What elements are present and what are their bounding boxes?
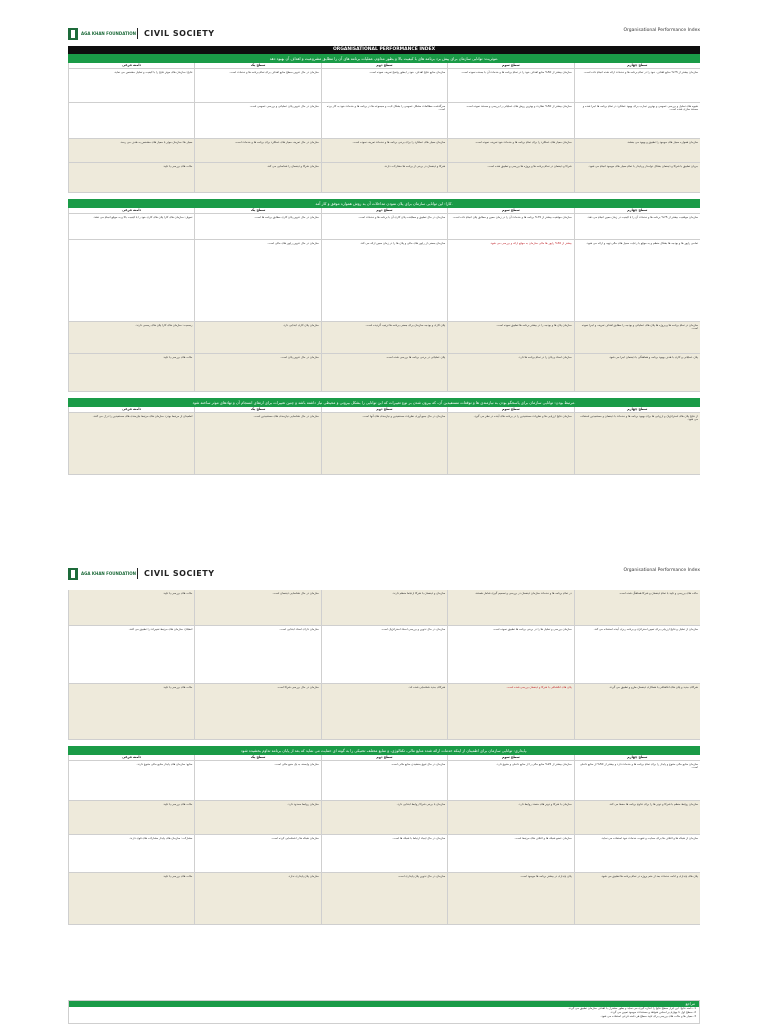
table-cell: شرکای جدید و پلان های انکشافی با همکاری ذینفعان طرح و تطبیق می گردد.	[574, 684, 700, 739]
akf-logo-icon	[68, 28, 78, 40]
table-cell: سازمان در حال تدوین سطح منابع اهداف برای تمام برنامه ها و خدمات است.	[194, 69, 320, 102]
col-level-2: سطح دوم	[321, 208, 447, 213]
table-cell: سرگذشت مطالعات مشکل عمومی را بشکل ثابت و مجموعه ها در برنامه ها و خدمات خود به کار برده است.	[321, 103, 447, 138]
table-cell: سازمان در حال ایجاد ارتباط با شبکه ها است.	[321, 835, 447, 872]
table-cell: پلان عملیاتی و کاری با هدف بهبود برنامه و هماهنگی با ذینفعان اجرا می شود.	[574, 354, 700, 391]
section-sustainability: پایداری: توانایی سازمان برای اطمینان از اینکه خدمات ارائه شده منابع مالی، تکنالوژی، و منابع مختلف تخنیکی را به گونه ای حمایت می نماید که بعد از پایان برنامه تداوم بخشیده شود.	[68, 746, 700, 755]
table-row	[68, 69, 700, 103]
col-subdomain: دامنه فرعی	[68, 63, 194, 68]
table-cell: منابع: سازمان های پایدار منابع مالی متنوع دارند.	[68, 761, 194, 800]
col-subdomain: دامنه فرعی	[68, 755, 194, 760]
table-cell: جریان تطبیق با شرکا و ذینفعان بشکل دوامدار و پایدار با تمام معیار های موجود انجام می شود.	[574, 163, 700, 192]
opi-table-continued	[68, 590, 700, 925]
table-cell: سازمان اسناد و پلان را در تمام برنامه ها دارد.	[447, 354, 573, 391]
table-cell: شرکا و ذینفعان در تمام برنامه ها و پروژه ها بررسی و تطبیق شده است.	[447, 163, 573, 192]
table-cell: مشارکت: سازمان های پایدار مشارکت های قوی دارند.	[68, 835, 194, 872]
table-cell: معیار ها: سازمان موثر با معیار های مشخص به هدف می رسد.	[68, 139, 194, 162]
col-level-4: سطح چهارم	[574, 755, 700, 760]
table-cell: سازمان منابع مالی متنوع و پایدار را برای تمام برنامه ها و خدمات دارد و بیشتر از 50% از منابع داخلی است.	[574, 761, 700, 800]
table-row	[68, 103, 700, 139]
document-title: Organisational Performance Index	[623, 28, 700, 33]
foundation-name: AGA KHAN FOUNDATION	[81, 571, 136, 576]
col-subdomain: دامنه فرعی	[68, 407, 194, 412]
table-cell: سازمان بیشتر از 50% منابع اهداف خود را در تمام برنامه ها و خدمات آن با بسنده نموده است.	[447, 69, 573, 102]
table-cell: سازمان موفقیت بیشتر از 75% برنامه ها و خدمات آن را با کیفیت در زمان معین انجام می دهد.	[574, 214, 700, 239]
table-cell: سازمان و ذینفعان با شرکا ارتباط منظم دارند.	[321, 590, 447, 625]
table-cell: نتایج: سازمان های موثر نتایج را با کیفیت و تحلیل مشخص می نماید.	[68, 69, 194, 102]
civil-society-label: CIVIL SOCIETY	[144, 29, 215, 38]
col-level-4: سطح چهارم	[574, 407, 700, 412]
table-row	[68, 322, 700, 354]
table-row	[68, 413, 700, 475]
table-cell: سازمان در حال تطبیق و مطابقت پلان کاری آن با برنامه ها و خدمات است.	[321, 214, 447, 239]
table-cell: سازمان پلان کاری ابتدایی دارد.	[194, 322, 320, 353]
col-level-2: سطح دوم	[321, 63, 447, 68]
table-row	[68, 214, 700, 240]
table-cell: حالت های بررسی یا تایید	[68, 590, 194, 625]
table-cell: سازمان معیار های عملکرد را برای تمام برنامه ها و خدمات خود تعریف نموده است.	[447, 139, 573, 162]
table-cell: حالت های بررسی یا تایید	[68, 801, 194, 834]
table-cell: حالت های بررسی و تایید با تمام ذینفعان و شرکا هماهنگ شده است.	[574, 590, 700, 625]
table-row	[68, 873, 700, 925]
table-cell: سازمان وابسته به یک منبع مالی است.	[194, 761, 320, 800]
table-cell: حالت های بررسی یا تایید	[68, 354, 194, 391]
table-cell: سازمان در حال تنوع بخشیدن منابع مالی است.	[321, 761, 447, 800]
foundation-name: AGA KHAN FOUNDATION	[81, 31, 136, 36]
col-level-1: سطح یک	[194, 63, 320, 68]
table-cell: سازمان بعضی از راپور های مالی و پلان ها را در زمان معین ارائه می کند.	[321, 240, 447, 321]
table-row	[68, 626, 700, 684]
table-row	[68, 761, 700, 801]
table-cell: سازمان از شبکه ها و ائتلاف ها برای حمایت و تقویت خدمات خود استفاده می نماید.	[574, 835, 700, 872]
akf-logo-icon	[68, 568, 78, 580]
table-cell: سازمان در حال شناسایی نیازمندی های مستفیدین است.	[194, 413, 320, 474]
table-row	[68, 801, 700, 835]
highlighted-text: بیشتر از 50% راپور ها مالی سازمان به موقع ارائه و بررسی می شود.	[489, 240, 572, 245]
table-cell: سازمان همواره معیار های موجود را تطبیق و بهبود می بخشد.	[574, 139, 700, 162]
table-cell: شیوه های تحلیل و بررسی عمومی و بهترین تجارب برای بهبود عملکرد در تمام برنامه ها اجرا شده و مستند سازی شده است.	[574, 103, 700, 138]
table-cell: سازمان در حال تدوین پلان عملیاتی و بررسی عمومی است.	[194, 103, 320, 138]
table-cell: تحویل: سازمان های کارا پلان های کاری خود را با کیفیت بالا و به موقع انجام می دهند.	[68, 214, 194, 239]
table-cell: حالت های بررسی یا تایید	[68, 163, 194, 192]
table-cell: شرکای جدید شناسایی شده اند.	[321, 684, 447, 739]
table-cell: سازمان در حال شناسایی ذینفعان است.	[194, 590, 320, 625]
references-title: مراجع	[69, 1001, 699, 1007]
table-cell: سازمان بررسی و تحلیل ها را در برخی برنامه ها تطبیق نموده است.	[447, 626, 573, 683]
table-cell	[447, 684, 573, 739]
table-cell: سازمان در حال جمع آوری نظریات مستفیدین و نیازمندی های آنها است.	[321, 413, 447, 474]
table-cell: سازمان در حال بررسی شرکا است.	[194, 684, 320, 739]
col-level-1: سطح یک	[194, 208, 320, 213]
table-row	[68, 684, 700, 740]
table-cell: در تمام برنامه ها و خدمات سازمان ذینفعان در بررسی و تصمیم گیری شامل هستند.	[447, 590, 573, 625]
table-cell: سازمان بیشتر از 50% نظارت و بهترین روش های عملیاتی را بررسی و مستند نموده است.	[447, 103, 573, 138]
references-box	[68, 1000, 700, 1024]
col-level-1: سطح یک	[194, 407, 320, 412]
col-level-3: سطح سوم	[447, 208, 573, 213]
table-cell: سازمان معیار های عملکرد را برای برخی برنامه ها و خدمات تعریف نموده است.	[321, 139, 447, 162]
opi-table	[68, 46, 700, 475]
table-cell: سازمان با برخی شرکا روابط ابتدایی دارد.	[321, 801, 447, 834]
table-cell: اطمینان از مرتبط بودن: سازمان های مرتبط نیازمندی های مستفیدین را درک می کنند.	[68, 413, 194, 474]
table-cell: سازمان در حال تدوین و بررسی اسناد استراتژیک است.	[321, 626, 447, 683]
table-row	[68, 590, 700, 626]
table-cell: سازمان شبکه ها را شناسایی کرده است.	[194, 835, 320, 872]
section-efficiency: کارا: این توانایی سازمان برای پلان نمودن مداخلات آن به روش همواره موفق و کار آمد.	[68, 199, 700, 208]
table-cell: سازمان در حال تدوین پلان کاری مطابق برنامه ها است.	[194, 214, 320, 239]
col-level-1: سطح یک	[194, 755, 320, 760]
section-effectiveness: موثریت: توانایی سازمان برای پیش برد برنامه های با کیفیت بالا و بطور مداوم، عملیات برنامه های آن را مطابق مشروعیت و اهداف آن بهبود دهد.	[68, 54, 700, 63]
table-cell: سازمان منابع نتایج اهداف، خود را بطور واضح تعریف نموده است.	[321, 69, 447, 102]
civil-society-label: CIVIL SOCIETY	[144, 569, 215, 578]
table-cell: سازمان پلان پایداری ندارد.	[194, 873, 320, 924]
col-subdomain: دامنه فرعی	[68, 208, 194, 213]
table-cell: سازمان شرکا و ذینفعان را شناسایی می کند.	[194, 163, 320, 192]
page-2	[0, 548, 768, 1024]
table-cell: سازمان بیشتر از 25% منابع مالی را از منابع داخلی و متنوع دارد.	[447, 761, 573, 800]
table-cell: شرکا و ذینفعان در برخی از برنامه ها مشارکت دارند.	[321, 163, 447, 192]
table-cell: سازمان در حال تدوین پلان است.	[194, 354, 320, 391]
reference-line: 1. دامنه نتایج: این ابزار سطح نتایج را اندازه گیری می نماید و بطور مشترک با اهداف سازمان تطبیق می گردد.	[568, 1006, 696, 1010]
col-level-2: سطح دوم	[321, 755, 447, 760]
table-cell: حالت های بررسی یا تایید	[68, 684, 194, 739]
table-cell: پلان عملیاتی در برخی برنامه ها بررسی شده است.	[321, 354, 447, 391]
table-cell: سازمان در حال تعریف معیار های عملکرد برای برنامه ها و خدمات است.	[194, 139, 320, 162]
table-cell: پلان کاری و بودجه سازمان برای بعضی برنامه ها ترتیب گردیده است.	[321, 322, 447, 353]
table-cell: سازمان پلان ها و بودجه را در بیشتر برنامه ها تطبیق نموده است.	[447, 322, 573, 353]
table-cell: سازمان در حال تدوین پلان پایداری است.	[321, 873, 447, 924]
col-level-4: سطح چهارم	[574, 208, 700, 213]
table-cell: حالت های بررسی یا تایید	[68, 873, 194, 924]
logo-divider	[137, 28, 138, 39]
table-cell: سازمان با شرکا و دونر های متعدد روابط دارد.	[447, 801, 573, 834]
reference-line: 3. معیار ها و حالت های بررسی برای تایید سطح هر دامنه فرعی استفاده می شود.	[600, 1013, 696, 1018]
logo-divider	[137, 568, 138, 579]
table-cell: تمامی راپور ها و بودجه ها بشکل منظم و به موقع با رعایت معیار های مالی تهیه و ارائه می شود.	[574, 240, 700, 321]
table-cell: سازمان روابط محدود دارد.	[194, 801, 320, 834]
table-cell	[68, 240, 194, 321]
highlighted-text: پلان های انکشافی با شرکا و ذینفعان بررسی شده است.	[506, 684, 572, 689]
table-row	[68, 163, 700, 193]
table-cell: سازمان نتایج ارزیابی ها و نظریات مستفیدین را در برنامه های آینده در نظر می گیرد.	[447, 413, 573, 474]
col-level-2: سطح دوم	[321, 407, 447, 412]
table-cell: پلان های پایداری و ادامه خدمات بعد از ختم پروژه در تمام برنامه ها تطبیق می شود.	[574, 873, 700, 924]
section-relevance: مرتبط بودن: توانایی سازمان برای پاسخگو بودن به نیازمندی ها و توقعات مستفیدین آن، که بیرون شدن بر نوع تغییرات که این توانایی را بشکل بیرونی و محیطی نیاز داشته باشد و چنین تغییرات برای ارتقای انسجام آن و نهادهای موثر ساخته شود.	[68, 398, 700, 407]
reference-line: 2. سطح اول تا چهارم بر اساس شواهد و مستندات موجود تعیین می گردد.	[610, 1009, 696, 1014]
table-cell	[68, 103, 194, 138]
table-row	[68, 354, 700, 392]
table-cell: سازمان بیشتر از 75% منابع اهداف، خود را در تمام برنامه ها و خدمات ارائه شده انجام داده است.	[574, 69, 700, 102]
table-title: ORGANISATIONAL PERFORMANCE INDEX	[68, 46, 700, 54]
table-cell: سازمان دارای اسناد ابتدایی است.	[194, 626, 320, 683]
col-level-3: سطح سوم	[447, 407, 573, 412]
col-level-3: سطح سوم	[447, 755, 573, 760]
table-cell: سازمان عضو شبکه ها و ائتلاف های مرتبط است.	[447, 835, 573, 872]
document-title: Organisational Performance Index	[623, 568, 700, 573]
table-cell	[447, 240, 573, 321]
table-cell: از نتایج پلان های استراتژیک و ارزیابی ها برای بهبود برنامه ها و خدمات با ذینفعان و مستفیدین استفاده می شود.	[574, 413, 700, 474]
table-cell: سازمان در تمام برنامه ها و پروژه ها پلان های عملیاتی و بودجه را مطابق اهداف تعریف و اجرا نموده است.	[574, 322, 700, 353]
table-cell: سازمان از تحلیل و نتایج ارزیابی برای تعیین استراتژی و برنامه ریزی آینده استفاده می کند.	[574, 626, 700, 683]
table-cell: سازمان موفقیت بیشتر از 75% برنامه ها و خدمات آن را در زمان معین و مطابق پلان انجام داده است.	[447, 214, 573, 239]
table-cell: سازمان در حال تدوین راپور های مالی است.	[194, 240, 320, 321]
table-cell: انطباق: سازمان های مرتبط تغییرات را تطبیق می کنند.	[68, 626, 194, 683]
table-cell: پلان پایداری در بیشتر برنامه ها موجود است.	[447, 873, 573, 924]
table-row	[68, 835, 700, 873]
table-cell: سازمان روابط منظم با شرکا و دونر ها را برای تداوم برنامه ها حفظ می کند.	[574, 801, 700, 834]
table-row	[68, 240, 700, 322]
col-level-4: سطح چهارم	[574, 63, 700, 68]
col-level-3: سطح سوم	[447, 63, 573, 68]
table-cell: رسمیت: سازمان های کارا پلان های رسمی دارند.	[68, 322, 194, 353]
table-row	[68, 139, 700, 163]
